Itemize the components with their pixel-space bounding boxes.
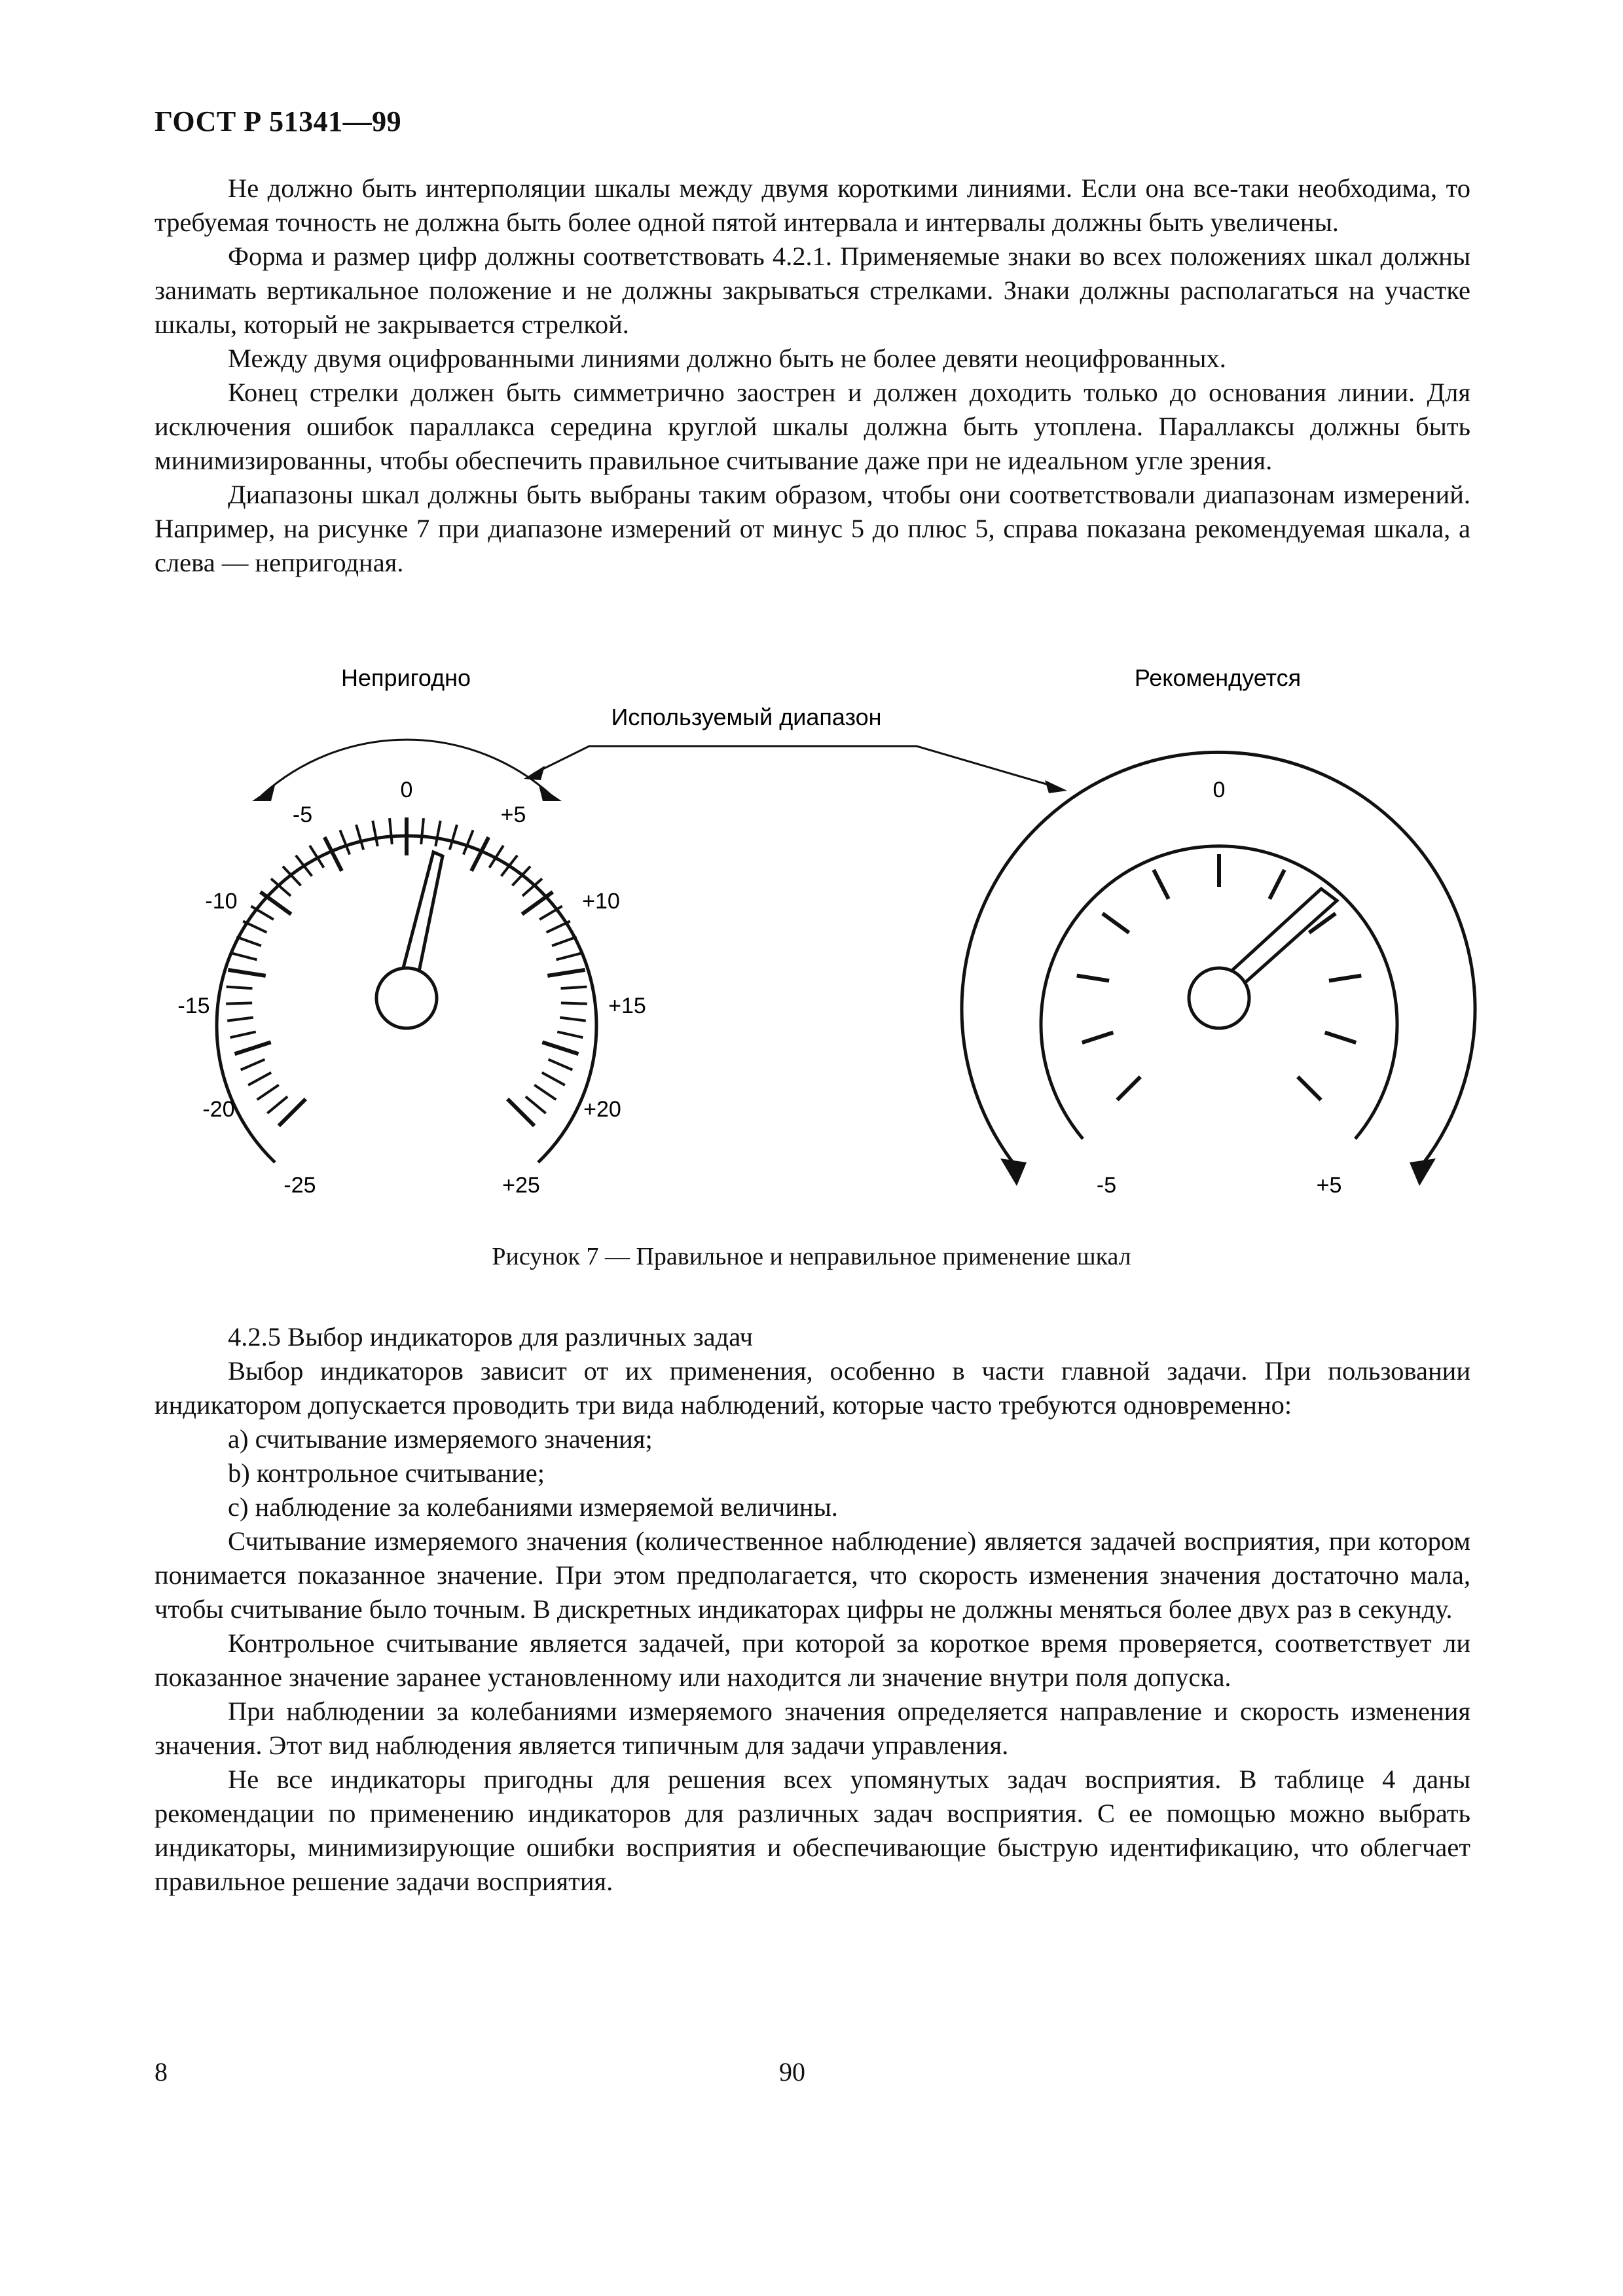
section-4-2-5 <box>155 1320 1470 1899</box>
left-dial-tick <box>526 1096 546 1113</box>
left-label-p20: +20 <box>583 1097 621 1122</box>
left-dial-tick <box>236 937 261 946</box>
left-dial-tick <box>542 1042 578 1054</box>
right-dial-tick <box>1325 1033 1357 1043</box>
right-dial-recommended <box>962 752 1475 1198</box>
right-label-0: 0 <box>1213 778 1226 802</box>
left-dial-tick <box>228 970 265 976</box>
paragraph: При наблюдении за колебаниями измеряемого значения определяется направление и скорость изменения значения. Этот вид наблюдения является типичным для задачи управления. <box>155 1696 1470 1760</box>
left-dial-tick <box>556 953 582 960</box>
left-label-m25: -25 <box>283 1173 316 1198</box>
left-label-p5: +5 <box>500 802 526 827</box>
left-dial-tick <box>507 1099 534 1126</box>
right-dial-tick <box>1077 976 1109 981</box>
right-dial-tick <box>1082 1033 1114 1043</box>
left-dial-tick <box>522 892 553 914</box>
left-dial-tick <box>373 821 377 846</box>
label-unsuitable: Непригодно <box>340 664 471 691</box>
right-dial-needle <box>1228 889 1337 988</box>
left-dial-hub <box>376 968 437 1028</box>
left-label-m5: -5 <box>292 802 313 827</box>
left-dial-tick <box>243 921 266 932</box>
list-item: a) считывание измеряемого значения; <box>228 1424 653 1454</box>
figure-svg <box>0 641 1623 1230</box>
figure-caption: Рисунок 7 — Правильное и неправильное применение шкал <box>492 1243 1131 1270</box>
right-dial-tick <box>1154 870 1169 899</box>
paragraph: Контрольное считывание является задачей, при которой за короткое время проверяется, соответствует ли показанное значение заранее установленному или находится ли значение внутри поля допуска. <box>155 1628 1470 1692</box>
left-label-p25: +25 <box>502 1173 540 1198</box>
right-label-p5: +5 <box>1316 1173 1342 1198</box>
left-dial-tick <box>450 825 457 850</box>
right-range-arrow-left <box>1000 1158 1027 1186</box>
left-label-p10: +10 <box>582 889 620 914</box>
right-dial-tick <box>1103 914 1129 933</box>
right-dial-tick <box>1269 870 1285 899</box>
left-dial-tick <box>560 1018 586 1021</box>
section-heading: 4.2.5 Выбор индикаторов для различных задач <box>228 1322 753 1352</box>
paragraph: Форма и размер цифр должны соответствовать 4.2.1. Применяемые знаки во всех положениях шкал должны занимать вертикальное положение и не должны закрываться стрелками. Знаки должны располагаться на участке шкалы, который не закрывается стрелкой. <box>155 242 1470 339</box>
left-dial-tick <box>279 1099 306 1126</box>
left-dial-tick <box>390 818 392 844</box>
page-number-left: 8 <box>155 2057 168 2087</box>
paragraph: Диапазоны шкал должны быть выбраны таким образом, чтобы они соответствовали диапазонам измерений. Например, на рисунке 7 при диапазоне измерений от минус 5 до плюс 5, справа показана рекомендуемая шкала, а слева — непригодная. <box>155 480 1470 577</box>
left-dial-tick <box>296 855 312 876</box>
paragraph: Между двумя оцифрованными линиями должно быть не более девяти неоцифрованных. <box>228 344 1226 373</box>
right-label-m5: -5 <box>1096 1173 1117 1198</box>
left-dial-tick <box>267 1096 287 1113</box>
right-dial-tick <box>1117 1077 1140 1100</box>
right-dial-tick <box>1298 1077 1321 1100</box>
left-dial-tick <box>435 821 440 846</box>
label-used-range: Используемый диапазон <box>611 704 882 730</box>
paragraph: Не все индикаторы пригодны для решения всех упомянутых задач восприятия. В таблице 4 даны рекомендации по применению индикаторов для различных задач восприятия. С ее помощью можно выбрать индикаторы, минимизирующие ошибки восприятия и обеспечивающие быструю идентификацию, что облегчает правильное решение задачи восприятия. <box>155 1765 1470 1896</box>
paragraph: Выбор индикаторов зависит от их применения, особенно в части главной задачи. При пользовании индикатором допускается проводить три вида наблюдений, которые часто требуются одновременно: <box>155 1356 1470 1420</box>
left-label-0: 0 <box>400 778 413 802</box>
left-dial-unsuitable <box>177 740 646 1198</box>
left-dial-tick <box>235 1042 271 1054</box>
left-dial-tick <box>232 953 257 960</box>
left-dial-tick <box>421 818 424 844</box>
document-code-header: ГОСТ Р 51341—99 <box>155 105 402 137</box>
left-dial-tick <box>542 1073 565 1085</box>
left-dial-tick <box>547 970 585 976</box>
left-dial-tick <box>241 1060 265 1070</box>
left-dial-tick <box>248 1073 271 1085</box>
left-dial-tick <box>557 1031 583 1037</box>
right-dial-tick <box>1329 976 1361 981</box>
left-dial-tick <box>261 892 291 914</box>
left-label-p15: +15 <box>608 994 646 1018</box>
left-label-m10: -10 <box>205 889 238 914</box>
left-dial-tick <box>230 1031 256 1037</box>
paragraph: Конец стрелки должен быть симметрично заострен и должен доходить только до основания линии. Для исключения ошибок параллакса середина круглой шкалы должна быть утоплена. Параллаксы должны быть минимизированны, чтобы обеспечить правильное считывание даже при не идеальном угле зрения. <box>155 378 1470 475</box>
left-dial-tick <box>552 937 577 946</box>
left-dial-needle <box>401 852 443 978</box>
right-range-arc <box>962 752 1475 1165</box>
left-dial-tick <box>340 830 350 854</box>
right-dial-hub <box>1189 968 1249 1028</box>
left-label-m15: -15 <box>177 994 210 1018</box>
right-range-arrow-right <box>1410 1158 1436 1186</box>
figure-7-dials <box>0 641 1623 1230</box>
label-recommended: Рекомендуется <box>1134 664 1302 691</box>
leader-arrow-left <box>524 766 545 780</box>
list-item: b) контрольное считывание; <box>228 1458 545 1488</box>
left-dial-tick <box>547 921 570 932</box>
leader-arrow-right <box>1045 780 1067 793</box>
left-dial-tick <box>356 825 363 850</box>
paragraph: Считывание измеряемого значения (количественное наблюдение) является задачей восприятия, при котором понимается показанное значение. При этом предполагается, что скорость изменения значения достаточно мала, чтобы считывание было точным. В дискретных индикаторах цифры не должны меняться более двух раз в секунду. <box>155 1526 1470 1624</box>
left-dial-tick <box>534 1085 556 1100</box>
left-label-m20: -20 <box>202 1097 235 1122</box>
left-dial-tick <box>549 1060 573 1070</box>
left-dial-tick <box>227 1018 253 1021</box>
page-number-center: 90 <box>779 2057 805 2087</box>
left-dial-tick <box>561 987 587 989</box>
left-dial-tick <box>464 830 473 854</box>
left-dial-tick <box>501 855 518 876</box>
paragraph: Не должно быть интерполяции шкалы между двумя короткими линиями. Если она все-таки необходима, то требуемая точность не должна быть более одной пятой интервала и интервалы должны быть увеличены. <box>155 173 1470 237</box>
intro-text-block <box>155 171 1470 580</box>
left-dial-tick <box>257 1085 279 1100</box>
left-dial-tick <box>227 987 253 989</box>
list-item: c) наблюдение за колебаниями измеряемой величины. <box>228 1492 838 1522</box>
range-leader-line <box>534 746 1055 787</box>
